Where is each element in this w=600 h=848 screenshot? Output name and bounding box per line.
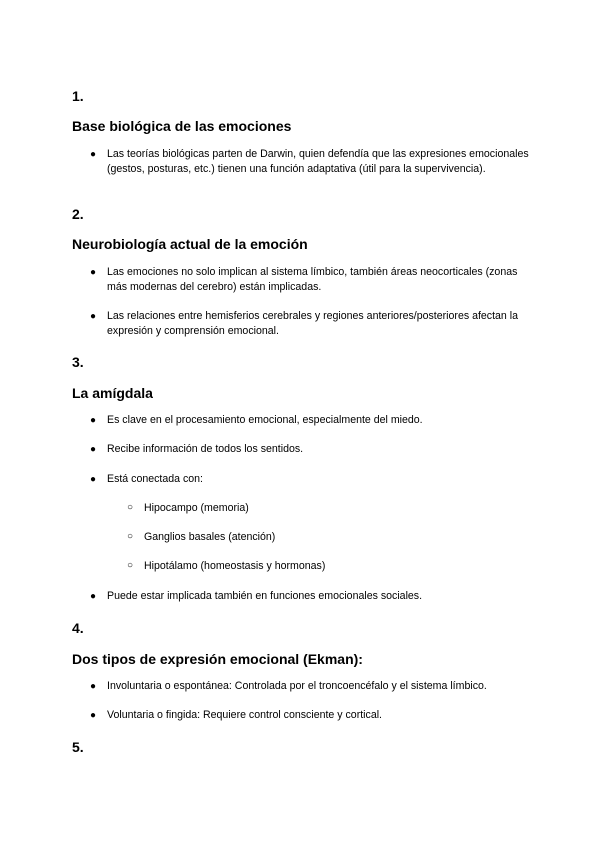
list-item bbox=[90, 309, 540, 339]
sub-list-item-text: Hipocampo (memoria) bbox=[144, 502, 249, 514]
hollow-bullet-icon: ○ bbox=[127, 560, 134, 571]
list-item-text: Las relaciones entre hemisferios cerebrales y regiones anteriores/posteriores afectan la expresión y comprensión emocional. bbox=[107, 310, 519, 337]
bullet-icon: ● bbox=[90, 474, 97, 485]
section-heading-4: Dos tipos de expresión emocional (Ekman): bbox=[72, 651, 363, 667]
list-item-text: Puede estar implicada también en funciones emocionales sociales. bbox=[107, 590, 423, 602]
list-item bbox=[90, 442, 540, 457]
list-item-text: Las teorías biológicas parten de Darwin, quien defendía que las expresiones emocionales (gestos, posturas, etc.) tienen una función adaptativa (útil para la supervivencia). bbox=[107, 148, 529, 175]
list-item-text: Recibe información de todos los sentidos. bbox=[107, 443, 304, 455]
list-item bbox=[90, 413, 540, 428]
list-item-text: Es clave en el procesamiento emocional, especialmente del miedo. bbox=[107, 414, 423, 426]
bullet-icon: ● bbox=[90, 444, 97, 455]
list-item-text: Está conectada con: bbox=[107, 473, 203, 485]
bullet-icon: ● bbox=[90, 710, 97, 721]
list-item bbox=[90, 589, 540, 604]
list-item-text: Voluntaria o fingida: Requiere control consciente y cortical. bbox=[107, 709, 383, 721]
section-heading-1: Base biológica de las emociones bbox=[72, 118, 292, 134]
hollow-bullet-icon: ○ bbox=[127, 531, 134, 542]
sub-list-item bbox=[127, 559, 537, 574]
bullet-icon: ● bbox=[90, 415, 97, 426]
list-item-text: Involuntaria o espontánea: Controlada por el troncoencéfalo y el sistema límbico. bbox=[107, 680, 487, 692]
section-heading-3: La amígdala bbox=[72, 385, 153, 401]
bullet-icon: ● bbox=[90, 681, 97, 692]
list-item-text: Las emociones no solo implican al sistema límbico, también áreas neocorticales (zonas más modernas del cerebro) están implicadas. bbox=[107, 266, 518, 293]
bullet-icon: ● bbox=[90, 311, 97, 322]
bullet-icon: ● bbox=[90, 149, 97, 160]
list-item bbox=[90, 265, 540, 295]
sub-list-item-text: Ganglios basales (atención) bbox=[144, 531, 276, 543]
hollow-bullet-icon: ○ bbox=[127, 502, 134, 513]
section-number-3: 3. bbox=[72, 354, 84, 370]
section-number-5: 5. bbox=[72, 739, 84, 755]
section-heading-2: Neurobiología actual de la emoción bbox=[72, 236, 308, 252]
bullet-icon: ● bbox=[90, 267, 97, 278]
list-item bbox=[90, 708, 540, 723]
sub-list-item-text: Hipotálamo (homeostasis y hormonas) bbox=[144, 560, 326, 572]
section-number-1: 1. bbox=[72, 88, 84, 104]
sub-list-item bbox=[127, 530, 537, 545]
sub-list-item bbox=[127, 501, 537, 516]
section-number-2: 2. bbox=[72, 206, 84, 222]
bullet-icon: ● bbox=[90, 591, 97, 602]
list-item bbox=[90, 472, 540, 487]
section-number-4: 4. bbox=[72, 620, 84, 636]
list-item bbox=[90, 679, 540, 694]
list-item bbox=[90, 147, 540, 177]
